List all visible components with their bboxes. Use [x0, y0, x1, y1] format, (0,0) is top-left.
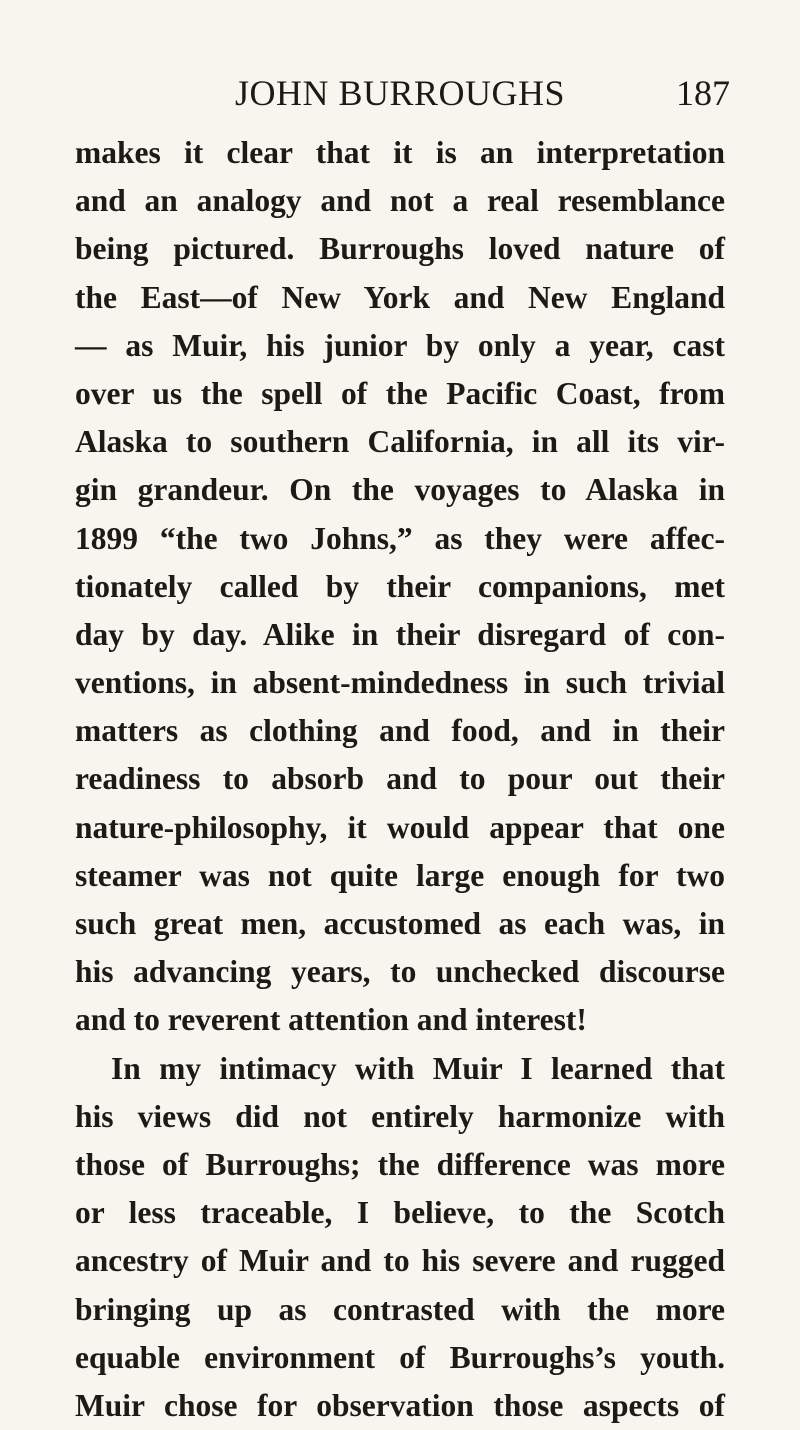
text-line: Alaska to southern California, in all its vir- [75, 424, 725, 460]
text-line: matters as clothing and food, and in their [75, 713, 725, 749]
text-line: those of Burroughs; the difference was more [75, 1146, 725, 1182]
text-line: Muir chose for observation those aspects of [75, 1387, 725, 1423]
paragraph-1 [75, 129, 725, 1045]
text-line: tionately called by their companions, met [75, 568, 725, 604]
text-line: the East—of New York and New England [75, 279, 725, 315]
text-line: being pictured. Burroughs loved nature of [75, 231, 725, 267]
text-line: makes it clear that it is an interpretation [75, 135, 725, 170]
text-line: — as Muir, his junior by only a year, cast [75, 327, 725, 363]
text-line: such great men, accustomed as each was, in [75, 906, 725, 941]
text-line: over us the spell of the Pacific Coast, from [75, 375, 725, 411]
text-line: his advancing years, to unchecked discourse [75, 954, 725, 990]
text-line: his views did not entirely harmonize with [75, 1098, 725, 1134]
text-line: nature-philosophy, it would appear that one [75, 809, 725, 845]
text-line: day by day. Alike in their disregard of con- [75, 616, 725, 652]
text-line: and to reverent attention and interest! [75, 1002, 587, 1038]
text-line: steamer was not quite large enough for two [75, 857, 725, 893]
text-line: readiness to absorb and to pour out their [75, 761, 725, 797]
text-line: bringing up as contrasted with the more [75, 1291, 725, 1327]
text-line: gin grandeur. On the voyages to Alaska in [75, 472, 725, 508]
text-line: equable environment of Burroughs’s youth. [75, 1339, 725, 1375]
page-number: 187 [676, 73, 730, 113]
text-line: In my intimacy with Muir I learned that [111, 1050, 725, 1086]
text-line: ancestry of Muir and to his severe and rugged [75, 1243, 725, 1279]
running-title: JOHN BURROUGHS [234, 73, 566, 113]
running-head [70, 72, 730, 112]
text-line: 1899 “the two Johns,” as they were affec- [75, 520, 725, 556]
text-line: ventions, in absent-mindedness in such trivial [75, 665, 725, 701]
text-line: and an analogy and not a real resemblance [75, 183, 725, 219]
text-line: or less traceable, I believe, to the Scotch [75, 1195, 725, 1231]
paragraph-2 [75, 1045, 725, 1430]
body-text [75, 129, 725, 1430]
